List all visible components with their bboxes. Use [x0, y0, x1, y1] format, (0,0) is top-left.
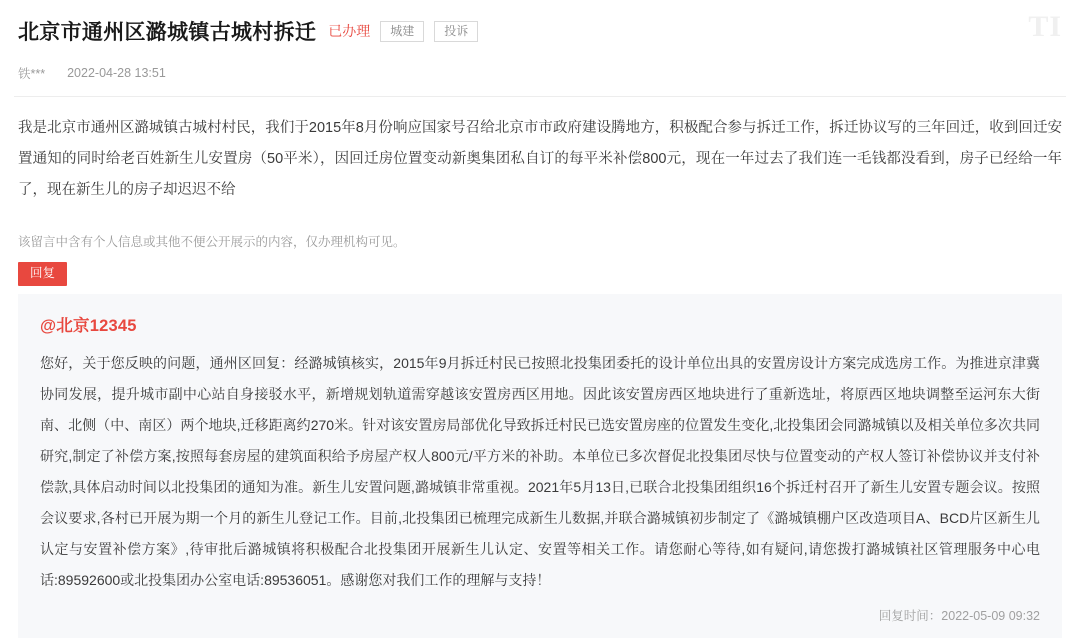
status-badge: 已办理	[328, 23, 371, 39]
privacy-notice: 该留言中含有个人信息或其他不便公开展示的内容，仅办理机构可见。	[18, 235, 406, 249]
reply-button[interactable]: 回复	[18, 262, 67, 286]
category-tag-0[interactable]: 城建	[380, 21, 424, 42]
author-name: 铁***	[18, 67, 46, 81]
post-meta	[14, 64, 1066, 82]
page-title: 北京市通州区潞城镇古城村拆迁	[18, 21, 317, 44]
watermark-logo: TI	[1028, 10, 1062, 43]
reply-time-value: 2022-05-09 09:32	[941, 609, 1040, 623]
reply-time-label: 回复时间：	[878, 609, 942, 623]
reply-card	[18, 294, 1062, 638]
header-divider	[14, 96, 1066, 97]
reply-time	[40, 606, 1040, 624]
post-content: 我是北京市通州区潞城镇古城村村民，我们于2015年8月份响应国家号召给北京市市政府建设腾地方，积极配合参与拆迁工作，拆迁协议写的三年回迁，收到回迁安置通知的同时给老百姓新生儿安置房（50平米），因回迁房位置变动新奥集团私自订的每平米补偿800元，现在一年过去了我们连一毛钱都没看到，房子已经给一年了，现在新生儿的房子却迟迟不给	[18, 120, 1062, 198]
reply-content: 您好，关于您反映的问题，通州区回复：经潞城镇核实，2015年9月拆迁村民已按照北投集团委托的设计单位出具的安置房设计方案完成选房工作。为推进京津冀协同发展，提升城市副中心站自身接驳水平，新增规划轨道需穿越该安置房西区用地。因此该安置房西区地块进行了重新选址，将原西区地块调整至运河东大街南、北侧（中、南区）两个地块,迁移距离约270米。针对该安置房局部优化导致拆迁村民已选安置房座的位置发生变化,北投集团会同潞城镇以及相关单位多次共同研究,制定了补偿方案,按照每套房屋的建筑面积给予房屋产权人800元/平方米的补助。本单位已多次督促北投集团尽快与位置变动的产权人签订补偿协议并支付补偿款,具体启动时间以北投集团的通知为准。新生儿安置问题,潞城镇非常重视。2021年5月13日,已联合北投集团组织16个拆迁村召开了新生儿安置专题会议。按照会议要求,各村已开展为期一个月的新生儿登记工作。目前,北投集团已梳理完成新生儿数据,并联合潞城镇初步制定了《潞城镇棚户区改造项目A、BCD片区新生儿认定与安置补偿方案》,待审批后潞城镇将积极配合北投集团开展新生儿认定、安置等相关工作。请您耐心等待,如有疑问,请您拨打潞城镇社区管理服务中心电话:89592600或北投集团办公室电话:89536051。感谢您对我们工作的理解与支持！	[40, 355, 1040, 588]
category-tag-1[interactable]: 投诉	[434, 21, 478, 42]
post-datetime: 2022-04-28 13:51	[67, 66, 166, 80]
post-header	[14, 0, 1066, 46]
reply-author: @北京12345	[40, 317, 137, 335]
